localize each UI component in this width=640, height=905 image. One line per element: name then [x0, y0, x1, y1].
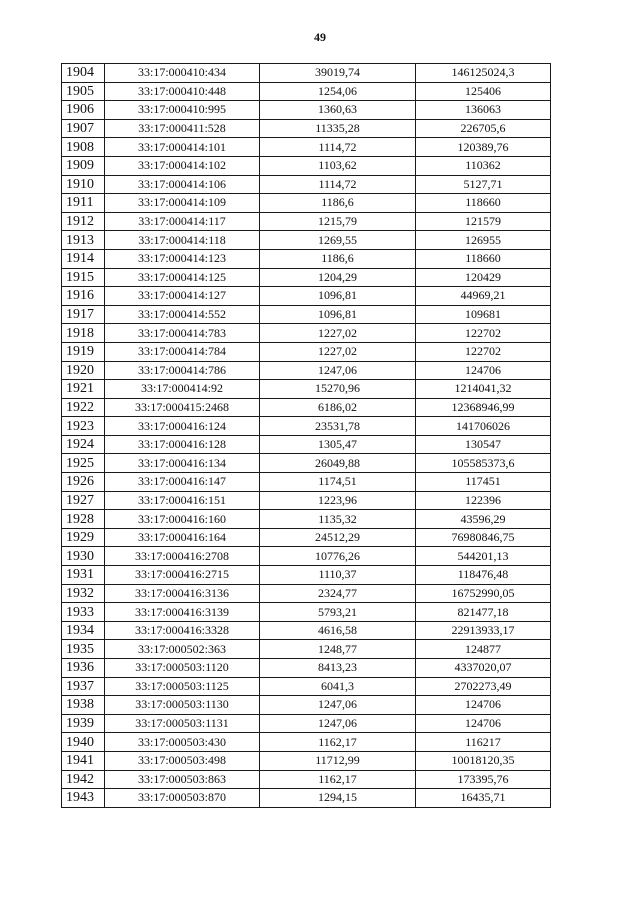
value-cell: 43596,29 — [416, 510, 551, 529]
row-number: 1929 — [62, 528, 105, 547]
row-number: 1926 — [62, 473, 105, 492]
value-cell: 124706 — [416, 714, 551, 733]
area-cell: 1254,06 — [260, 82, 416, 101]
area-cell: 1248,77 — [260, 640, 416, 659]
table-row — [62, 64, 551, 83]
row-number: 1943 — [62, 789, 105, 808]
row-number: 1910 — [62, 175, 105, 194]
row-number: 1917 — [62, 305, 105, 324]
value-cell: 120429 — [416, 268, 551, 287]
page-number: 49 — [314, 30, 326, 44]
table-row — [62, 677, 551, 696]
cadastral-number: 33:17:000414:101 — [105, 138, 260, 157]
cadastral-number: 33:17:000414:123 — [105, 249, 260, 268]
value-cell: 173395,76 — [416, 770, 551, 789]
value-cell: 116217 — [416, 733, 551, 752]
table-row — [62, 380, 551, 399]
value-cell: 10018120,35 — [416, 751, 551, 770]
cadastral-table — [61, 63, 551, 808]
table-row — [62, 417, 551, 436]
cadastral-number: 33:17:000414:117 — [105, 212, 260, 231]
area-cell: 8413,23 — [260, 659, 416, 678]
cadastral-number: 33:17:000411:528 — [105, 119, 260, 138]
row-number: 1927 — [62, 491, 105, 510]
table-row — [62, 268, 551, 287]
area-cell: 1215,79 — [260, 212, 416, 231]
cadastral-number: 33:17:000416:128 — [105, 435, 260, 454]
row-number: 1939 — [62, 714, 105, 733]
row-number: 1928 — [62, 510, 105, 529]
value-cell: 2702273,49 — [416, 677, 551, 696]
table-row — [62, 547, 551, 566]
row-number: 1932 — [62, 584, 105, 603]
area-cell: 1114,72 — [260, 175, 416, 194]
value-cell: 12368946,99 — [416, 398, 551, 417]
area-cell: 23531,78 — [260, 417, 416, 436]
table-row — [62, 510, 551, 529]
value-cell: 226705,6 — [416, 119, 551, 138]
value-cell: 118476,48 — [416, 566, 551, 585]
row-number: 1918 — [62, 324, 105, 343]
row-number: 1922 — [62, 398, 105, 417]
row-number: 1905 — [62, 82, 105, 101]
table-row — [62, 566, 551, 585]
area-cell: 24512,29 — [260, 528, 416, 547]
value-cell: 124706 — [416, 696, 551, 715]
cadastral-number: 33:17:000503:498 — [105, 751, 260, 770]
value-cell: 44969,21 — [416, 287, 551, 306]
cadastral-number: 33:17:000416:134 — [105, 454, 260, 473]
value-cell: 122702 — [416, 342, 551, 361]
value-cell: 124877 — [416, 640, 551, 659]
table-row — [62, 361, 551, 380]
row-number: 1934 — [62, 621, 105, 640]
value-cell: 76980846,75 — [416, 528, 551, 547]
table-row — [62, 491, 551, 510]
table-row — [62, 175, 551, 194]
row-number: 1930 — [62, 547, 105, 566]
area-cell: 1223,96 — [260, 491, 416, 510]
row-number: 1925 — [62, 454, 105, 473]
cadastral-number: 33:17:000414:784 — [105, 342, 260, 361]
cadastral-number: 33:17:000416:124 — [105, 417, 260, 436]
cadastral-number: 33:17:000416:3328 — [105, 621, 260, 640]
table-row — [62, 714, 551, 733]
value-cell: 117451 — [416, 473, 551, 492]
cadastral-number: 33:17:000414:118 — [105, 231, 260, 250]
row-number: 1942 — [62, 770, 105, 789]
row-number: 1933 — [62, 603, 105, 622]
row-number: 1911 — [62, 194, 105, 213]
cadastral-number: 33:17:000414:125 — [105, 268, 260, 287]
table-row — [62, 194, 551, 213]
value-cell: 4337020,07 — [416, 659, 551, 678]
row-number: 1913 — [62, 231, 105, 250]
value-cell: 136063 — [416, 101, 551, 120]
value-cell: 125406 — [416, 82, 551, 101]
value-cell: 105585373,6 — [416, 454, 551, 473]
area-cell: 1103,62 — [260, 156, 416, 175]
table-row — [62, 770, 551, 789]
cadastral-number: 33:17:000503:1130 — [105, 696, 260, 715]
row-number: 1937 — [62, 677, 105, 696]
table-row — [62, 212, 551, 231]
cadastral-number: 33:17:000414:783 — [105, 324, 260, 343]
table-row — [62, 287, 551, 306]
table-row — [62, 696, 551, 715]
row-number: 1931 — [62, 566, 105, 585]
row-number: 1915 — [62, 268, 105, 287]
cadastral-number: 33:17:000414:102 — [105, 156, 260, 175]
cadastral-number: 33:17:000416:2708 — [105, 547, 260, 566]
table-row — [62, 156, 551, 175]
row-number: 1908 — [62, 138, 105, 157]
area-cell: 1174,51 — [260, 473, 416, 492]
cadastral-number: 33:17:000503:1131 — [105, 714, 260, 733]
cadastral-number: 33:17:000410:448 — [105, 82, 260, 101]
row-number: 1912 — [62, 212, 105, 231]
row-number: 1904 — [62, 64, 105, 83]
area-cell: 1227,02 — [260, 324, 416, 343]
area-cell: 1110,37 — [260, 566, 416, 585]
value-cell: 118660 — [416, 194, 551, 213]
cadastral-number: 33:17:000414:127 — [105, 287, 260, 306]
area-cell: 1162,17 — [260, 770, 416, 789]
cadastral-number: 33:17:000502:363 — [105, 640, 260, 659]
value-cell: 16435,71 — [416, 789, 551, 808]
cadastral-number: 33:17:000416:151 — [105, 491, 260, 510]
area-cell: 10776,26 — [260, 547, 416, 566]
row-number: 1936 — [62, 659, 105, 678]
value-cell: 110362 — [416, 156, 551, 175]
cadastral-number: 33:17:000414:92 — [105, 380, 260, 399]
table-row — [62, 305, 551, 324]
area-cell: 1096,81 — [260, 305, 416, 324]
table-row — [62, 398, 551, 417]
cadastral-number: 33:17:000503:870 — [105, 789, 260, 808]
row-number: 1916 — [62, 287, 105, 306]
row-number: 1938 — [62, 696, 105, 715]
value-cell: 124706 — [416, 361, 551, 380]
area-cell: 1162,17 — [260, 733, 416, 752]
table-row — [62, 584, 551, 603]
value-cell: 109681 — [416, 305, 551, 324]
row-number: 1914 — [62, 249, 105, 268]
cadastral-number: 33:17:000414:106 — [105, 175, 260, 194]
value-cell: 118660 — [416, 249, 551, 268]
table-row — [62, 249, 551, 268]
value-cell: 821477,18 — [416, 603, 551, 622]
area-cell: 11335,28 — [260, 119, 416, 138]
table-row — [62, 138, 551, 157]
value-cell: 141706026 — [416, 417, 551, 436]
table-row — [62, 733, 551, 752]
value-cell: 122702 — [416, 324, 551, 343]
row-number: 1907 — [62, 119, 105, 138]
area-cell: 1204,29 — [260, 268, 416, 287]
cadastral-number: 33:17:000503:430 — [105, 733, 260, 752]
table-row — [62, 82, 551, 101]
table-row — [62, 528, 551, 547]
cadastral-number: 33:17:000503:1125 — [105, 677, 260, 696]
cadastral-number: 33:17:000414:786 — [105, 361, 260, 380]
cadastral-number: 33:17:000414:552 — [105, 305, 260, 324]
cadastral-number: 33:17:000416:164 — [105, 528, 260, 547]
area-cell: 1135,32 — [260, 510, 416, 529]
table-row — [62, 603, 551, 622]
cadastral-number: 33:17:000416:147 — [105, 473, 260, 492]
value-cell: 130547 — [416, 435, 551, 454]
row-number: 1919 — [62, 342, 105, 361]
value-cell: 1214041,32 — [416, 380, 551, 399]
cadastral-number: 33:17:000416:2715 — [105, 566, 260, 585]
row-number: 1935 — [62, 640, 105, 659]
table-row — [62, 231, 551, 250]
area-cell: 39019,74 — [260, 64, 416, 83]
value-cell: 126955 — [416, 231, 551, 250]
table-row — [62, 751, 551, 770]
area-cell: 1247,06 — [260, 696, 416, 715]
area-cell: 15270,96 — [260, 380, 416, 399]
value-cell: 544201,13 — [416, 547, 551, 566]
row-number: 1906 — [62, 101, 105, 120]
table-row — [62, 101, 551, 120]
area-cell: 1294,15 — [260, 789, 416, 808]
table-row — [62, 473, 551, 492]
area-cell: 1096,81 — [260, 287, 416, 306]
area-cell: 1186,6 — [260, 194, 416, 213]
cadastral-number: 33:17:000503:1120 — [105, 659, 260, 678]
area-cell: 1247,06 — [260, 361, 416, 380]
table-row — [62, 454, 551, 473]
cadastral-number: 33:17:000414:109 — [105, 194, 260, 213]
area-cell: 1186,6 — [260, 249, 416, 268]
value-cell: 16752990,05 — [416, 584, 551, 603]
cadastral-number: 33:17:000410:995 — [105, 101, 260, 120]
row-number: 1940 — [62, 733, 105, 752]
table-row — [62, 789, 551, 808]
area-cell: 4616,58 — [260, 621, 416, 640]
cadastral-number: 33:17:000416:160 — [105, 510, 260, 529]
area-cell: 1360,63 — [260, 101, 416, 120]
cadastral-number: 33:17:000416:3139 — [105, 603, 260, 622]
table-row — [62, 659, 551, 678]
value-cell: 122396 — [416, 491, 551, 510]
area-cell: 1305,47 — [260, 435, 416, 454]
value-cell: 5127,71 — [416, 175, 551, 194]
area-cell: 1247,06 — [260, 714, 416, 733]
cadastral-number: 33:17:000410:434 — [105, 64, 260, 83]
area-cell: 6186,02 — [260, 398, 416, 417]
cadastral-number: 33:17:000503:863 — [105, 770, 260, 789]
table-body — [62, 64, 551, 808]
area-cell: 2324,77 — [260, 584, 416, 603]
row-number: 1924 — [62, 435, 105, 454]
area-cell: 11712,99 — [260, 751, 416, 770]
row-number: 1923 — [62, 417, 105, 436]
cadastral-number: 33:17:000415:2468 — [105, 398, 260, 417]
area-cell: 1269,55 — [260, 231, 416, 250]
table-row — [62, 640, 551, 659]
cadastral-number: 33:17:000416:3136 — [105, 584, 260, 603]
area-cell: 6041,3 — [260, 677, 416, 696]
table-row — [62, 119, 551, 138]
table-row — [62, 621, 551, 640]
area-cell: 5793,21 — [260, 603, 416, 622]
area-cell: 1114,72 — [260, 138, 416, 157]
value-cell: 120389,76 — [416, 138, 551, 157]
value-cell: 146125024,3 — [416, 64, 551, 83]
table-row — [62, 324, 551, 343]
table-row — [62, 342, 551, 361]
row-number: 1920 — [62, 361, 105, 380]
value-cell: 22913933,17 — [416, 621, 551, 640]
row-number: 1909 — [62, 156, 105, 175]
value-cell: 121579 — [416, 212, 551, 231]
row-number: 1941 — [62, 751, 105, 770]
area-cell: 26049,88 — [260, 454, 416, 473]
row-number: 1921 — [62, 380, 105, 399]
area-cell: 1227,02 — [260, 342, 416, 361]
table-row — [62, 435, 551, 454]
